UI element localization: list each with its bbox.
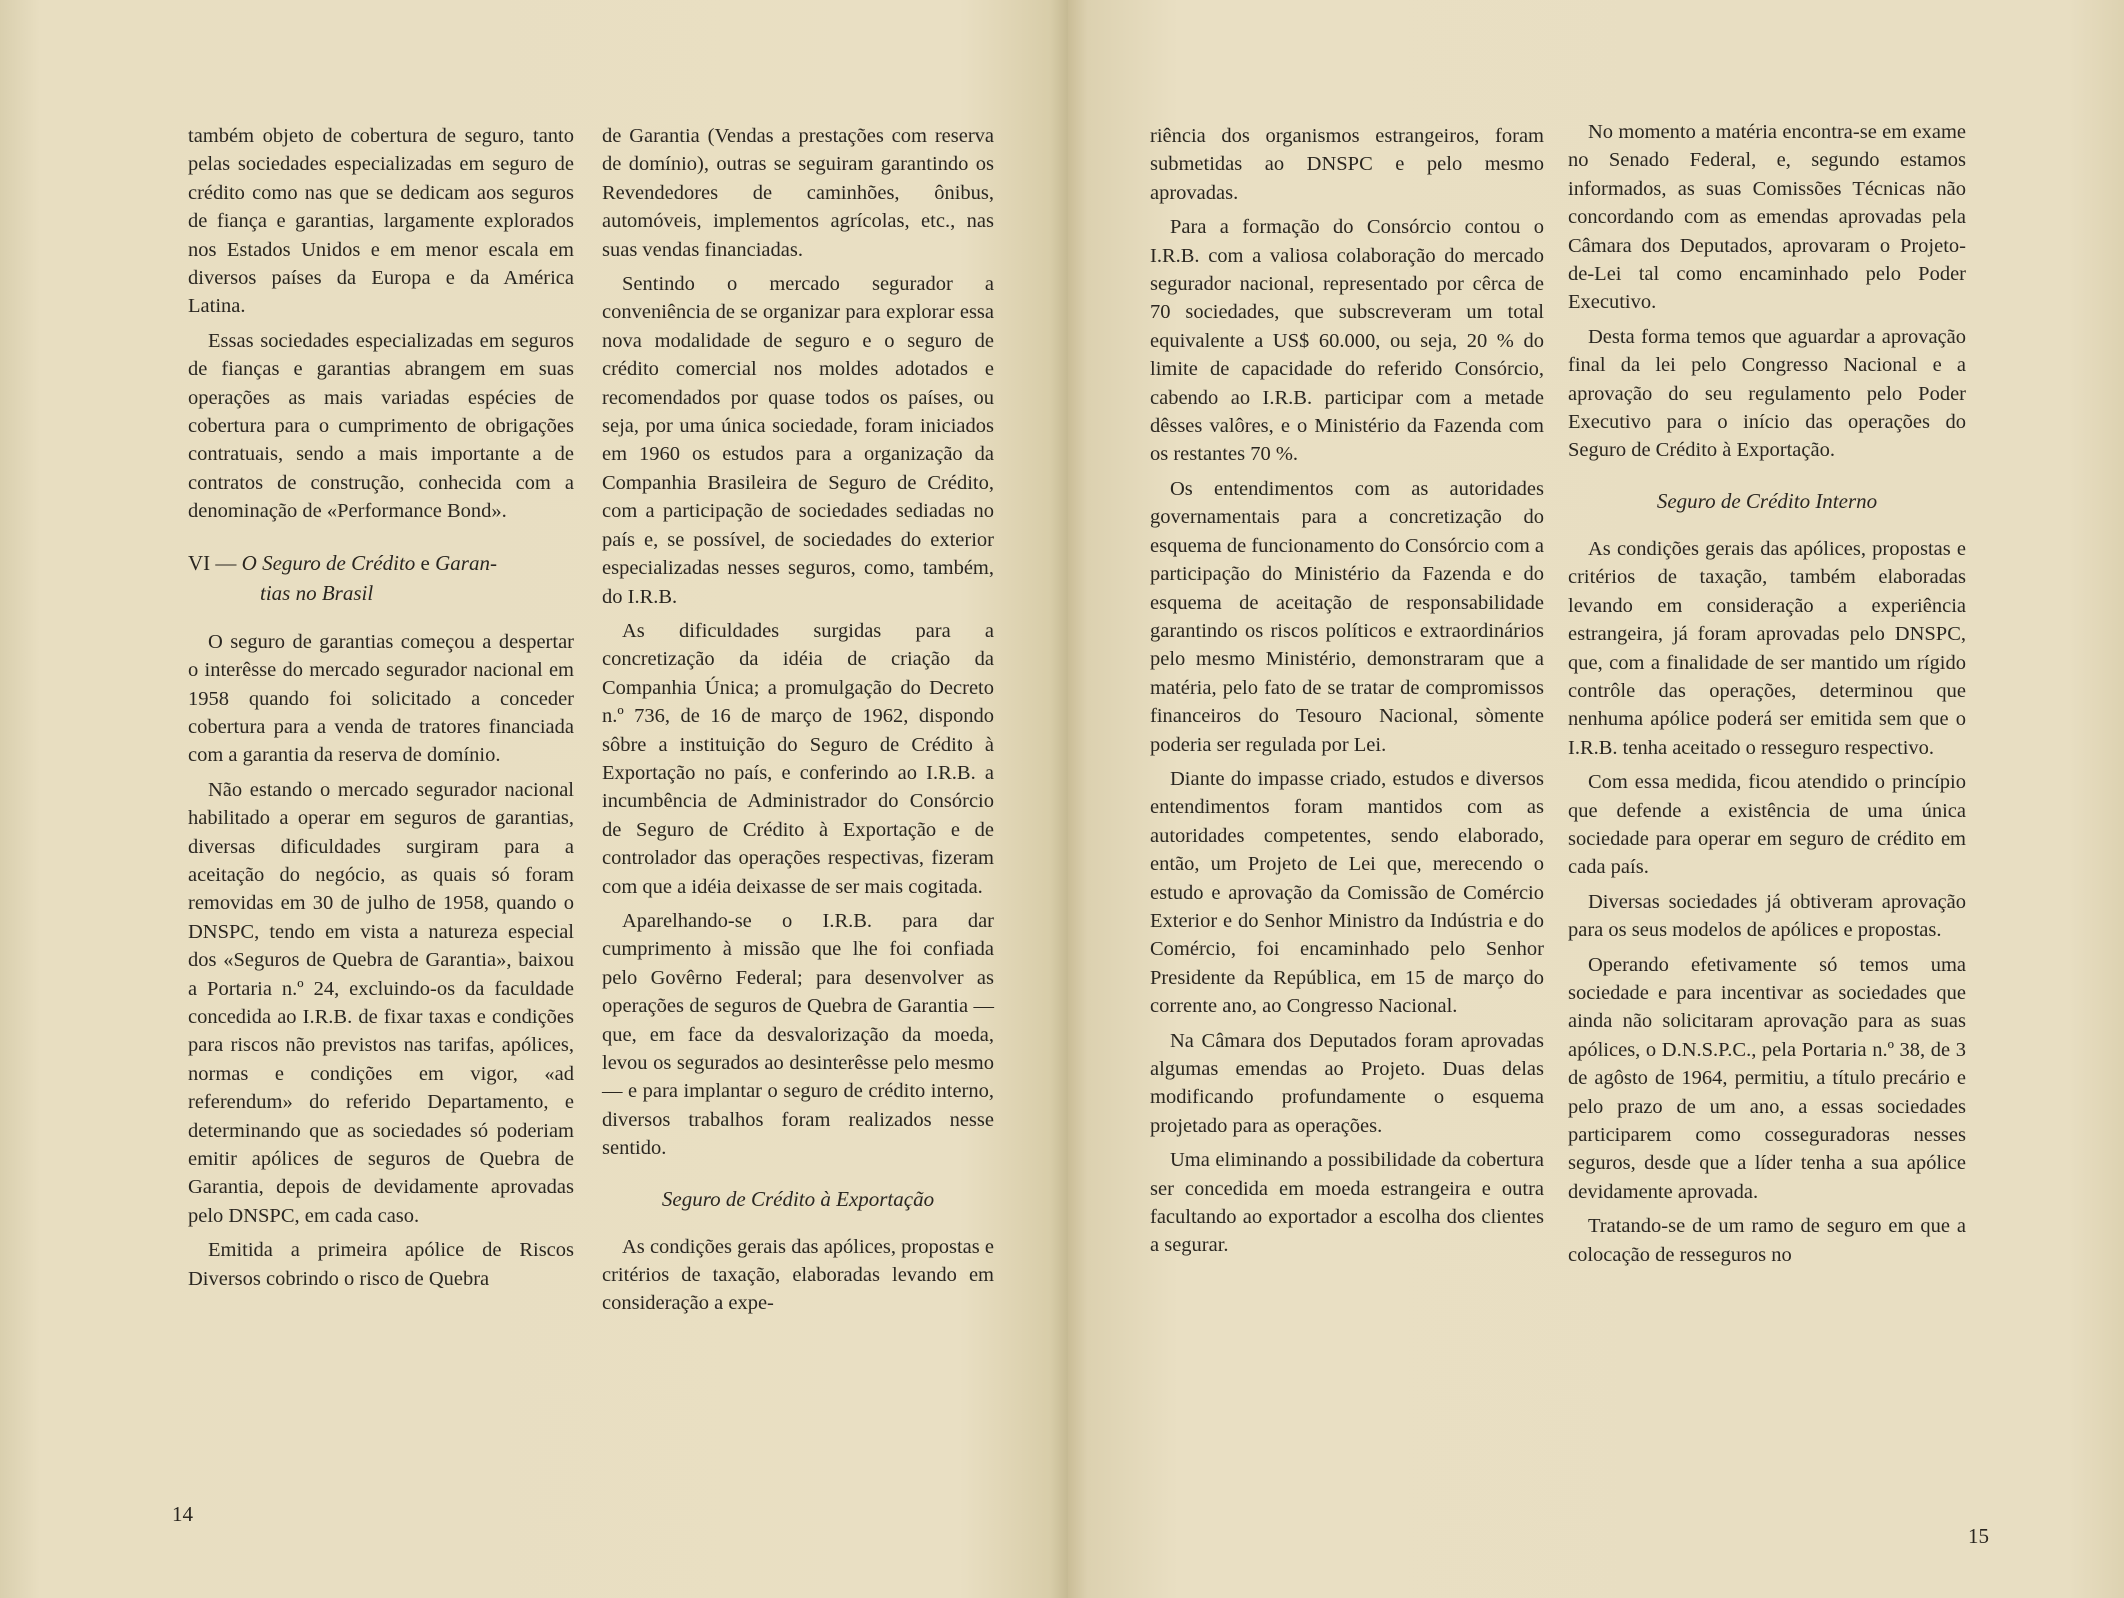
paragraph: As condições gerais das apólices, propostas e critérios de taxação, elaboradas levando em consideração a expe- xyxy=(602,1235,994,1315)
paragraph: também objeto de cobertura de seguro, tanto pelas sociedades especializadas em seguro de crédito como nas que se dedicam aos seguros de fiança e garantias, largamente explorados nos Estados Unidos e em menor escala em diversos países da Europa e da América Latina. xyxy=(188,125,574,318)
right-column-1 xyxy=(1150,122,1544,1266)
section-title-conjunction: e xyxy=(420,550,430,575)
section-number: VI — xyxy=(188,550,237,575)
subsection-heading: Seguro de Crédito Interno xyxy=(1656,488,1878,513)
paragraph: Diante do impasse criado, estudos e diversos entendimentos foram mantidos com as autoridades competentes, sendo elaborado, então, um Projeto de Lei que, merecendo o estudo e aprovação da Comissão de Comércio Exterior e do Senhor Ministro da Indústria e do Comércio, foi encaminhado pelo Senhor Presidente da República, em 15 de março do corrente ano, ao Congresso Nacional. xyxy=(1150,767,1544,1018)
section-heading xyxy=(188,548,574,608)
paragraph: riência dos organismos estrangeiros, foram submetidas ao DNSPC e pelo mesmo aprovadas. xyxy=(1150,125,1544,204)
paragraph: Emitida a primeira apólice de Riscos Diversos cobrindo o risco de Quebra xyxy=(188,1239,574,1290)
paragraph: de Garantia (Vendas a prestações com reserva de domínio), outras se seguiram garantindo os Revendedores de caminhões, ônibus, automóveis, implementos agrícolas, etc., nas suas vendas financiadas. xyxy=(602,125,994,261)
paragraph: Sentindo o mercado segurador a conveniência de se organizar para explorar essa nova modalidade de seguro e o seguro de crédito comercial nos moldes adotados e recomendados por quase todos os países, ou seja, por uma única sociedade, foram iniciados em 1960 os estudos para a organização da Companhia Brasileira de Seguro de Crédito, com a participação de sociedades sediadas no país e, se possível, de sociedades do exterior especializadas nesses seguros, como, também, do I.R.B. xyxy=(602,273,994,608)
page-number: 15 xyxy=(1968,1524,1989,1548)
right-page xyxy=(1068,0,2124,1598)
paragraph: Essas sociedades especializadas em seguros de fianças e garantias abrangem em suas operações as mais variadas espécies de cobertura para o cumprimento de obrigações contratuais, sendo a mais importante a de contratos de construção, conhecida com a denominação de «Performance Bond». xyxy=(188,329,574,523)
paragraph: As dificuldades surgidas para a concretização da idéia de criação da Companhia Única; a promulgação do Decreto n.º 736, de 16 de março de 1962, dispondo sôbre a instituição do Seguro de Crédito à Exportação no país, e conferindo ao I.R.B. a incumbência de Administrador do Consórcio de Seguro de Crédito à Exportação e de controlador das operações respectivas, fizeram com que a idéia deixasse de ser mais cogitada. xyxy=(602,619,994,898)
right-column-2 xyxy=(1568,118,1966,1275)
paragraph: Com essa medida, ficou atendido o princípio que defende a existência de uma única sociedade para operar em seguro de crédito em cada país. xyxy=(1568,771,1966,879)
section-title-part: O Seguro de Crédito xyxy=(241,550,416,575)
section-title-part: Garan- xyxy=(435,550,497,575)
subsection-heading: Seguro de Crédito à Exportação xyxy=(661,1186,935,1211)
left-column-1 xyxy=(188,122,574,1299)
paragraph: Aparelhando-se o I.R.B. para dar cumprimento à missão que lhe foi confiada pelo Govêrno Federal; para desenvolver as operações de seguros de Quebra de Garantia — que, em face da desvalorização da moeda, levou os segurados ao desinterêsse pelo mesmo — e para implantar o seguro de crédito interno, diversos trabalhos foram realizados nesse sentido. xyxy=(602,909,994,1160)
paragraph: Na Câmara dos Deputados foram aprovadas algumas emendas ao Projeto. Duas delas modificando profundamente o esquema projetado para as operações. xyxy=(1150,1029,1544,1137)
paragraph: Uma eliminando a possibilidade da cobertura ser concedida em moeda estrangeira e outra facultando ao exportador a escolha dos clientes a segurar. xyxy=(1150,1149,1544,1257)
paragraph: Os entendimentos com as autoridades governamentais para a concretização do esquema de funcionamento do Consórcio com a participação do Ministério da Fazenda e do esquema de aceitação de responsabilidade garantindo os riscos políticos e extraordinários pelo mesmo Ministério, demonstraram que a matéria, pelo fato de se tratar de compromissos financeiros do Tesouro Nacional, sòmente poderia ser regulada por Lei. xyxy=(1150,477,1544,756)
paragraph: Desta forma temos que aguardar a aprovação final da lei pelo Congresso Nacional e a aprovação do seu regulamento pelo Poder Executivo para o início das operações do Seguro de Crédito à Exportação. xyxy=(1568,325,1966,462)
paragraph: Para a formação do Consórcio contou o I.R.B. com a valiosa colaboração do mercado segurador nacional, representado por cêrca de 70 sociedades, que subscreveram um total equivalente a US$ 60.000, ou seja, 20 % do limite de capacidade do referido Consórcio, cabendo ao I.R.B. participar com a metade dêsses valôres, e o Ministério da Fazenda com os restantes 70 %. xyxy=(1150,216,1544,466)
paragraph: Não estando o mercado segurador nacional habilitado a operar em seguros de garantias, diversas dificuldades surgiram para a aceitação do negócio, as quais só foram removidas em 30 de julho de 1958, quando o DNSPC, tendo em vista a natureza especial dos «Seguros de Quebra de Garantia», baixou a Portaria n.º 24, excluindo-os da faculdade concedida ao I.R.B. de fixar taxas e condições para riscos não previstos nas tarifas, apólices, normas e condições em vigor, «ad referendum» do referido Departamento, e determinando que as sociedades só poderiam emitir apólices de seguros de Quebra de Garantia, depois de devidamente aprovadas pelo DNSPC, em cada caso. xyxy=(188,778,574,1227)
paragraph: Diversas sociedades já obtiveram aprovação para os seus modelos de apólices e propostas. xyxy=(1568,890,1966,942)
paragraph: Operando efetivamente só temos uma sociedade e para incentivar as sociedades que ainda não solicitaram aprovação para as suas apólices, o D.N.S.P.C., pela Portaria n.º 38, de 3 de agôsto de 1964, permitiu, a título precário e pelo prazo de um ano, a essas sociedades participarem como cosseguradoras nesses seguros, desde que a líder tenha a sua apólice devidamente aprovada. xyxy=(1568,953,1966,1203)
paragraph: O seguro de garantias começou a despertar o interêsse do mercado segurador nacional em 1958 quando foi solicitado a conceder cobertura para a venda de tratores financiada com a garantia da reserva de domínio. xyxy=(188,630,574,767)
left-column-2 xyxy=(602,122,994,1324)
paragraph: Tratando-se de um ramo de seguro em que a colocação de resseguros no xyxy=(1568,1215,1966,1266)
paragraph: No momento a matéria encontra-se em exame no Senado Federal, e, segundo estamos informados, as suas Comissões Técnicas não concordando com as emendas aprovadas pela Câmara dos Deputados, aprovaram o Projeto-de-Lei tal como encaminhado pelo Poder Executivo. xyxy=(1568,121,1966,314)
section-title-line2: tias no Brasil xyxy=(260,580,374,605)
paragraph: As condições gerais das apólices, propostas e critérios de taxação, também elaboradas levando em consideração a experiência estrangeira, já foram aprovadas pelo DNSPC, que, com a finalidade de ser mantido um rígido contrôle das operações, determinou que nenhuma apólice poderá ser emitida sem que o I.R.B. tenha aceitado o resseguro respectivo. xyxy=(1568,537,1966,759)
page-number: 14 xyxy=(172,1502,193,1526)
